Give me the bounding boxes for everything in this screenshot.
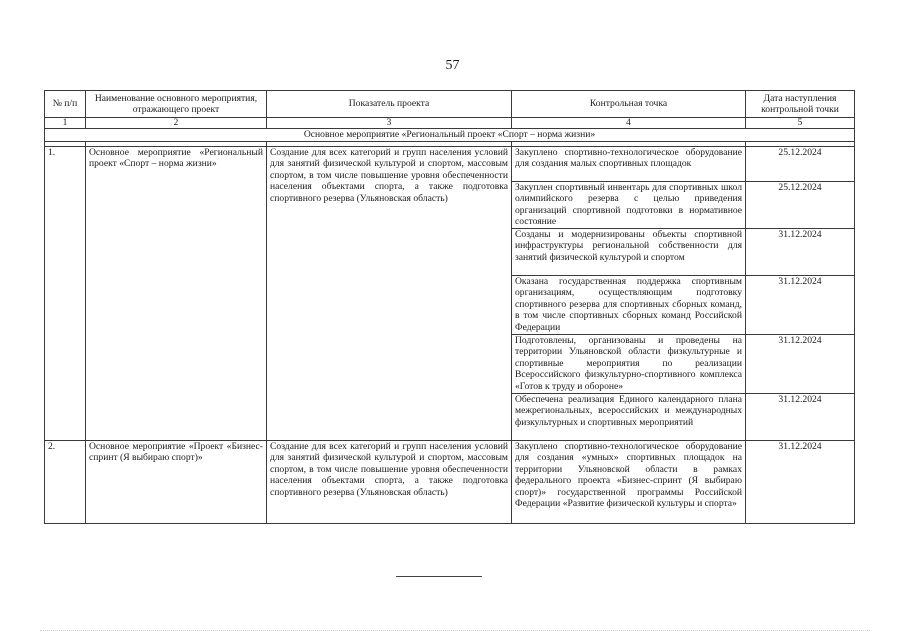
column-number-row xyxy=(45,118,855,129)
checkpoint-text: Закуплено спортивно-технологическое оборудование для создания малых спортивных площадок xyxy=(512,147,746,182)
row-number: 2. xyxy=(45,441,86,524)
header-indicator: Показатель проекта xyxy=(267,91,512,118)
footnote-separator xyxy=(396,576,482,577)
page-number: 57 xyxy=(445,58,460,73)
checkpoint-text: Закуплен спортивный инвентарь для спортивных школ олимпийского резерва с целью приведения организаций спортивной подготовки в нормативное состояние xyxy=(512,182,746,229)
header-name: Наименование основного мероприятия, отражающего проект xyxy=(86,91,267,118)
header-checkpoint: Контрольная точка xyxy=(512,91,746,118)
checkpoint-text: Обеспечена реализация Единого календарного плана межрегиональных, всероссийских и международных физкультурных и спортивных мероприятий xyxy=(512,394,746,441)
checkpoint-text: Подготовлены, организованы и проведены на территории Ульяновской области физкультурные и спортивные мероприятия по реализации Всероссийского физкультурно-спортивного комплекса «Готов к труду и обороне» xyxy=(512,335,746,394)
section-title: Основное мероприятие «Региональный проект «Спорт – норма жизни» xyxy=(45,129,855,142)
checkpoint-text: Созданы и модернизированы объекты спортивной инфраструктуры региональной собственности для занятий физической культурой и спортом xyxy=(512,229,746,276)
checkpoint-date: 25.12.2024 xyxy=(746,147,855,182)
row-number: 1. xyxy=(45,147,86,441)
row-indicator: Создание для всех категорий и групп населения условий для занятий физической культурой и спортом, массовым спортом, в том числе повышение уровня обеспеченности населения объектами спорта, а также подготовка спортивного резерва (Ульяновская область) xyxy=(267,441,512,524)
row-event-name: Основное мероприятие «Региональный проект «Спорт – норма жизни» xyxy=(86,147,267,441)
checkpoint-text: Закуплено спортивно-технологическое оборудование для создания «умных» спортивных площадок на территории Ульяновской области в рамках федерального проекта «Бизнес-спринт (Я выбираю спорт)» государственной программы Российской Федерации «Развитие физической культуры и спорта» xyxy=(512,441,746,524)
table-row xyxy=(45,441,855,524)
checkpoint-date: 31.12.2024 xyxy=(746,229,855,276)
checkpoint-date: 25.12.2024 xyxy=(746,182,855,229)
checkpoint-date: 31.12.2024 xyxy=(746,441,855,524)
header-num: № п/п xyxy=(45,91,86,118)
checkpoint-date: 31.12.2024 xyxy=(746,394,855,441)
column-number: 3 xyxy=(267,118,512,129)
column-number: 1 xyxy=(45,118,86,129)
header-date: Дата наступления контрольной точки xyxy=(746,91,855,118)
row-event-name: Основное мероприятие «Проект «Бизнес-спринт (Я выбираю спорт)» xyxy=(86,441,267,524)
table-header-row xyxy=(45,91,855,118)
page-bottom-edge xyxy=(40,630,870,631)
checkpoint-table xyxy=(44,90,855,524)
column-number: 2 xyxy=(86,118,267,129)
checkpoint-date: 31.12.2024 xyxy=(746,276,855,335)
section-row xyxy=(45,129,855,142)
checkpoint-date: 31.12.2024 xyxy=(746,335,855,394)
column-number: 4 xyxy=(512,118,746,129)
table-row xyxy=(45,147,855,182)
column-number: 5 xyxy=(746,118,855,129)
row-indicator: Создание для всех категорий и групп населения условий для занятий физической культурой и спортом, массовым спортом, в том числе повышение уровня обеспеченности населения объектами спорта, а также подготовка спортивного резерва (Ульяновская область) xyxy=(267,147,512,441)
checkpoint-text: Оказана государственная поддержка спортивным организациям, осуществляющим подготовку спортивного резерва для спортивных сборных команд, в том числе спортивных сборных команд Российской Федерации xyxy=(512,276,746,335)
